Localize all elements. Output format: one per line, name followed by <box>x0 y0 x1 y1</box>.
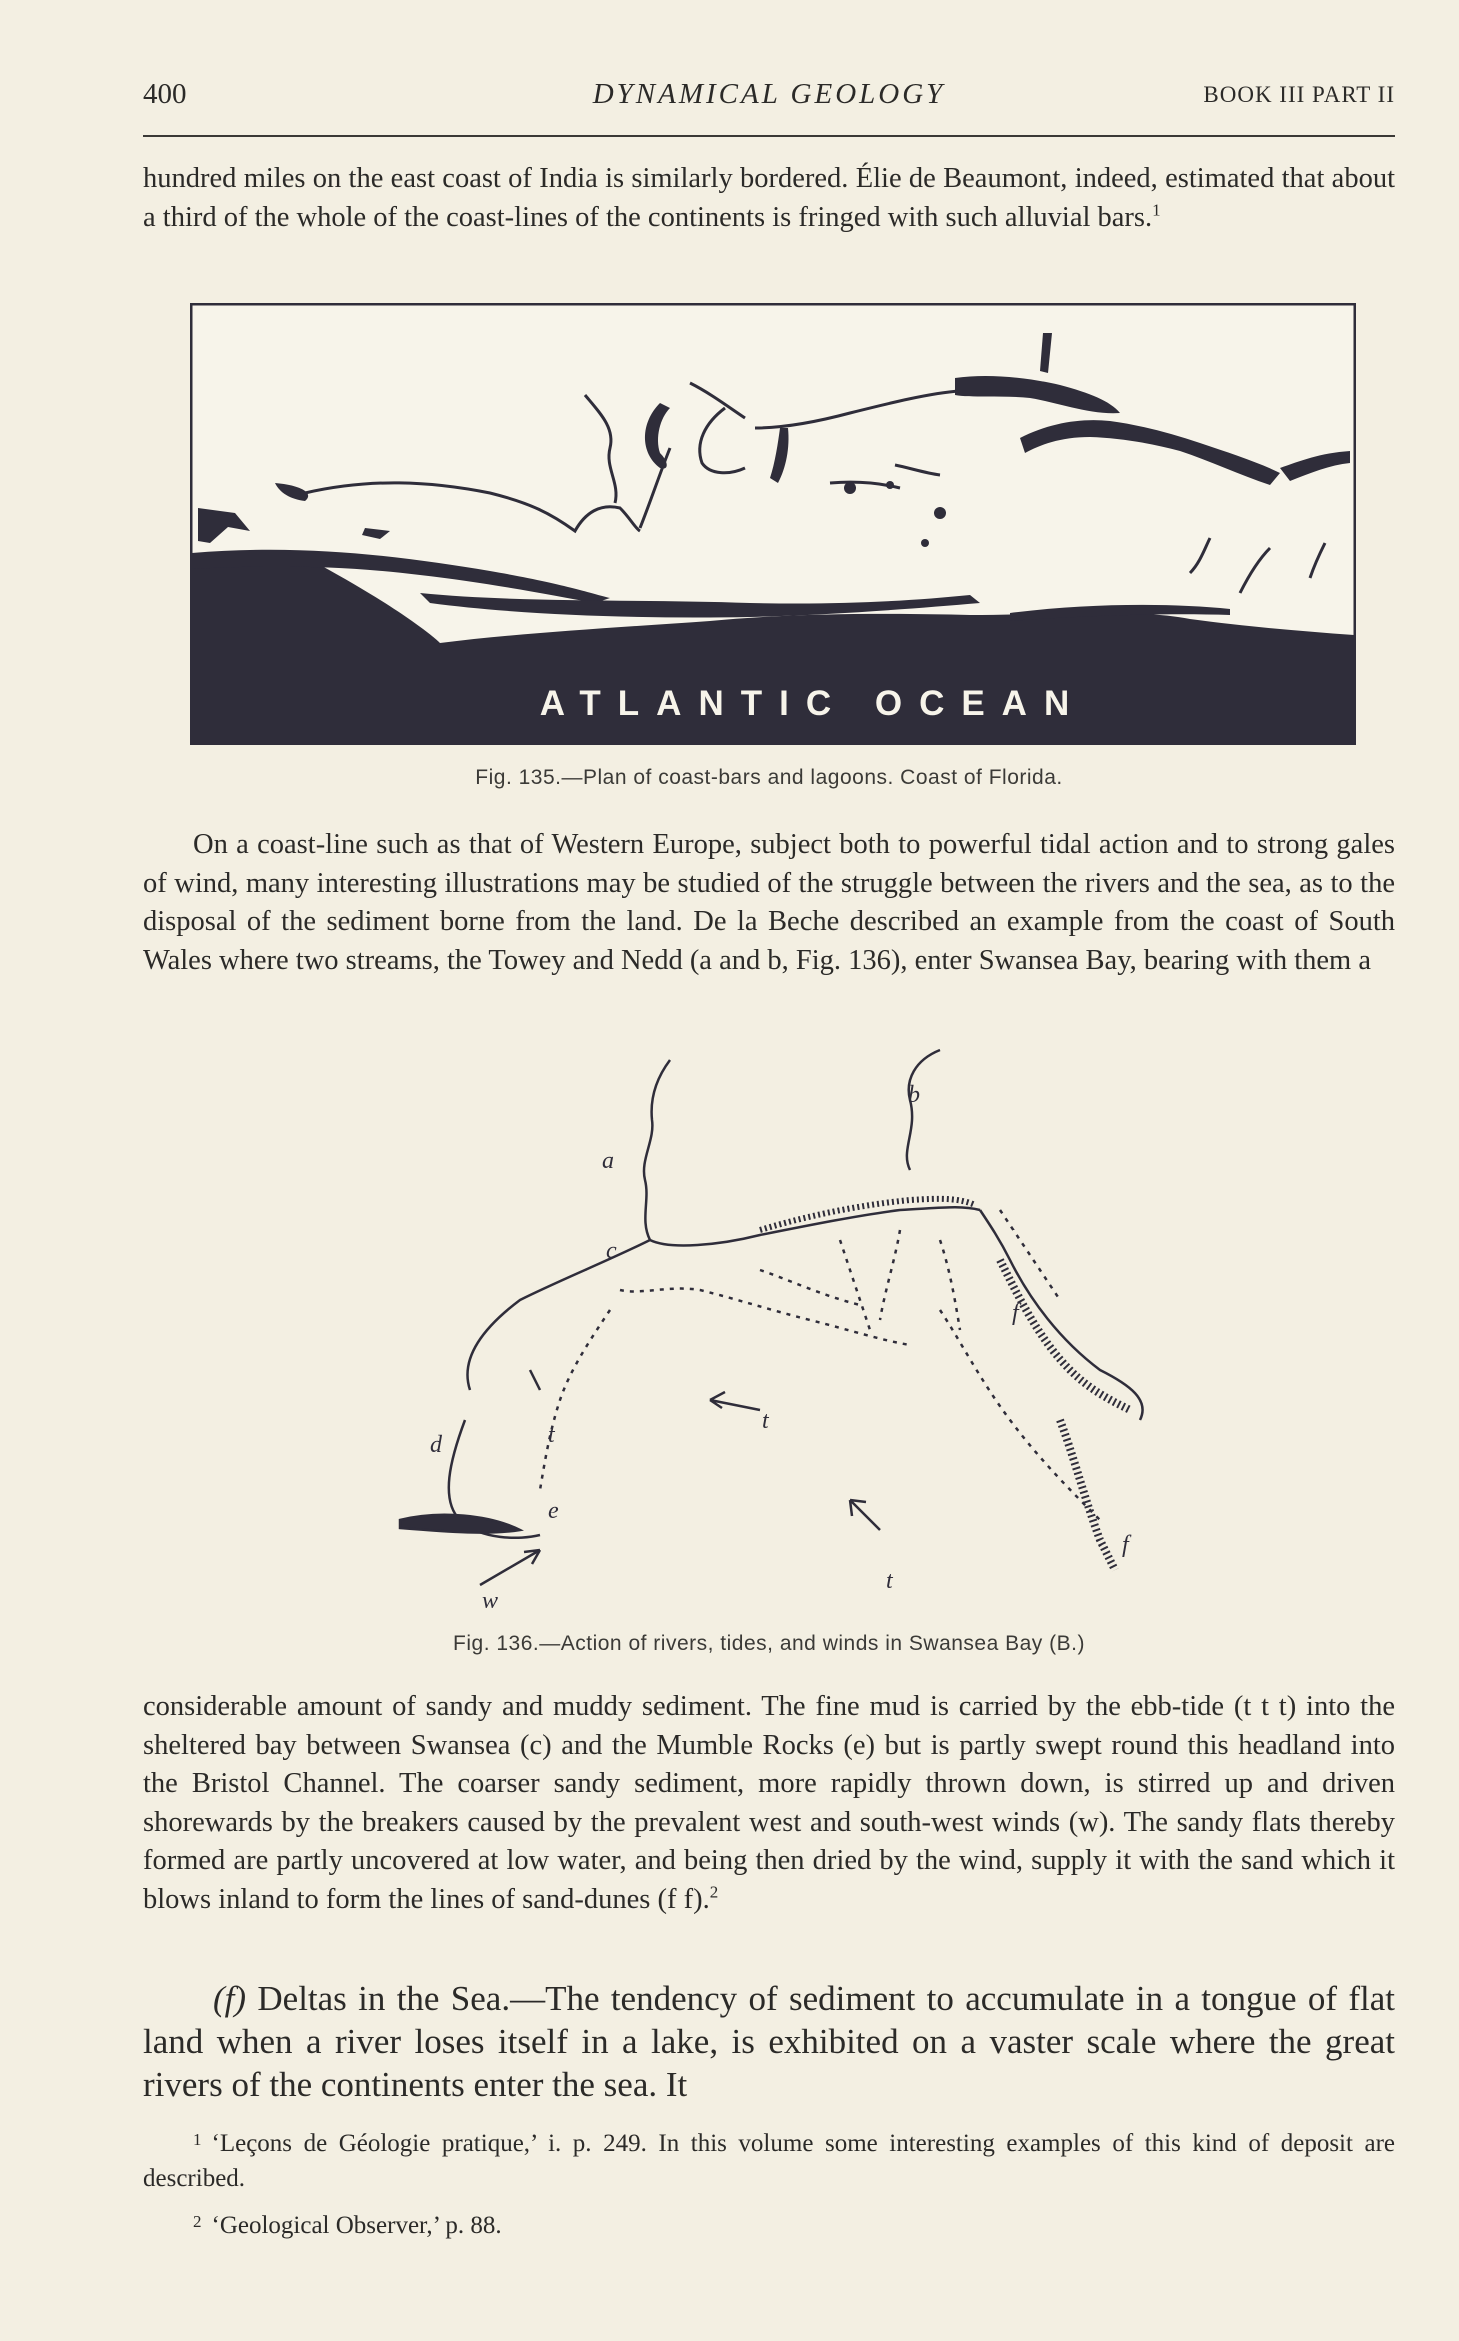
header-rule <box>143 135 1395 137</box>
paragraph-continuation <box>143 160 1395 237</box>
wind-arrow <box>480 1550 540 1585</box>
section-heading: Deltas in the Sea. <box>257 1979 511 2018</box>
footnote-ref: 1 <box>1152 200 1161 219</box>
footnote-text: ‘Geological Observer,’ p. 88. <box>211 2212 502 2239</box>
tide-path <box>540 1310 610 1490</box>
label-e: e <box>548 1498 559 1524</box>
coastline <box>467 1240 650 1390</box>
tide-path <box>940 1240 960 1330</box>
label-b: b <box>908 1082 920 1108</box>
label-c: c <box>606 1238 617 1264</box>
running-title: DYNAMICAL GEOLOGY <box>592 78 946 110</box>
section-label: (f) <box>213 1979 247 2018</box>
label-f2: f <box>1122 1532 1129 1558</box>
label-t2: t <box>762 1408 769 1434</box>
footnote-ref: 2 <box>709 1882 719 1901</box>
paragraph: On a coast-line such as that of Western Europe, subject both to powerful tidal action and to strong gales of wind, many interesting illustrations may be studied of the struggle between the rivers and the sea, as to the disposal of the sediment borne from the land. De la Beche described an example from the coast of South Wales where two streams, the Towey and Nedd (a and b, Fig. 136), enter Swansea Bay, bearing with them a <box>143 829 1395 976</box>
paragraph-text: hundred miles on the east coast of India is similarly bordered. Élie de Beaumont, indeed, estimated that about a third of the whole of the coast-lines of the continents is fringed with such alluvial bars. <box>143 163 1395 233</box>
footnote-2 <box>143 2204 1445 2243</box>
tide-path <box>760 1270 860 1305</box>
label-w: w <box>482 1588 499 1614</box>
tide-arrow <box>710 1392 760 1410</box>
headland <box>400 1515 520 1533</box>
tide-path <box>880 1230 900 1320</box>
tide-path <box>840 1240 870 1330</box>
book-part-label: BOOK III PART II <box>1203 82 1395 107</box>
tide-arrow <box>530 1370 540 1390</box>
tide-path <box>940 1310 1100 1520</box>
section-text: —The tendency of sediment to accumulate in a tongue of flat land when a river loses itself in a lake, is exhibited on a vaster scale where the great rivers of the continents enter the sea. It <box>143 1979 1396 2104</box>
sand-dunes <box>1060 1420 1115 1570</box>
river-b <box>907 1050 940 1170</box>
fig135-caption: Fig. 135.—Plan of coast-bars and lagoons. Coast of Florida. <box>475 766 1063 789</box>
section-paragraph <box>143 1977 1395 2106</box>
footnote-number: 1 <box>193 2130 202 2149</box>
sand-dunes <box>1000 1260 1130 1410</box>
tide-arrow <box>850 1500 880 1530</box>
paragraph <box>143 1688 1395 1919</box>
river-a <box>644 1060 670 1240</box>
paragraph-text: considerable amount of sandy and muddy sediment. The fine mud is carried by the ebb-tide (t t t) into the sheltered bay between Swansea (c) and the Mumble Rocks (e) but is partly swept round this headland into the Bristol Channel. The coarser sandy sediment, more rapidly thrown down, is stirred up and driven shorewards by the breakers caused by the prevalent west and south-west winds (w). The sandy flats thereby formed are partly uncovered at low water, and being then dried by the wind, supply it with the sand which it blows inland to form the lines of sand-dunes (f f). <box>143 1691 1395 1915</box>
ocean-label: ATLANTIC OCEAN <box>539 684 1087 723</box>
coastline <box>980 1210 1143 1420</box>
footnote-number: 2 <box>193 2212 202 2231</box>
footnote-text: ‘Leçons de Géologie pratique,’ i. p. 249. In this volume some interesting examples of this kind of deposit are described. <box>143 2130 1395 2192</box>
tide-path <box>1000 1210 1060 1300</box>
page-number: 400 <box>143 78 187 110</box>
label-a: a <box>602 1148 614 1174</box>
fig136-caption: Fig. 136.—Action of rivers, tides, and winds in Swansea Bay (B.) <box>453 1632 1085 1655</box>
label-t1: t <box>548 1422 555 1448</box>
footnote-1 <box>143 2122 1395 2196</box>
label-d: d <box>430 1432 442 1458</box>
running-head <box>143 78 1395 118</box>
label-f1: f <box>1012 1300 1019 1326</box>
label-t3: t <box>886 1568 893 1594</box>
fig136-swansea-bay <box>340 1040 1220 1620</box>
fig135-coast-map <box>190 303 1356 745</box>
coastline <box>650 1207 980 1245</box>
